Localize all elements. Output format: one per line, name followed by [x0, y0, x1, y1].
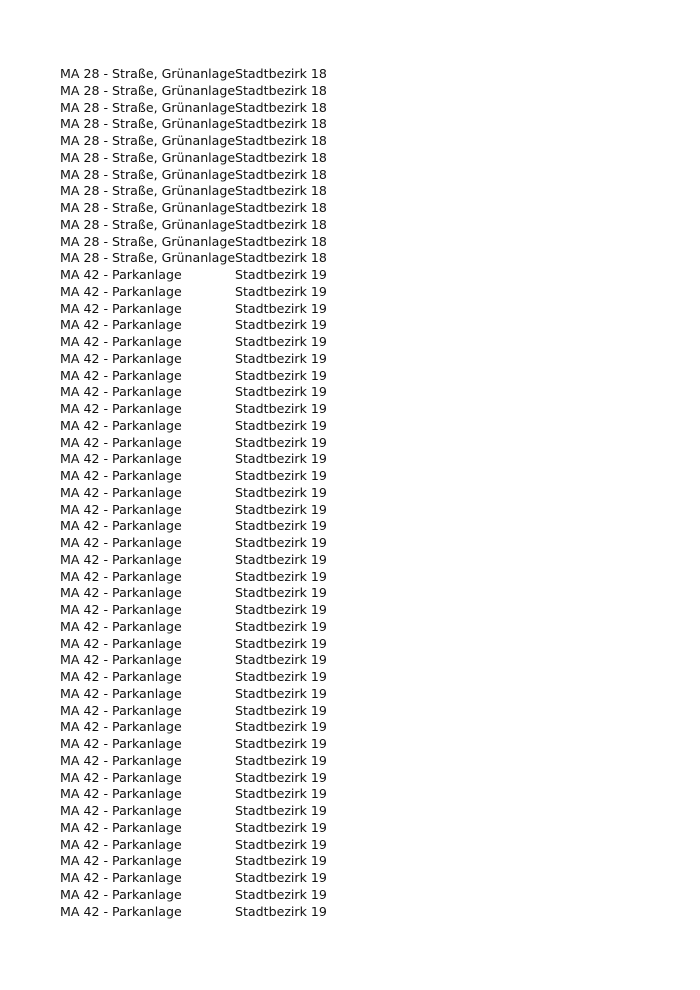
district-cell: Stadtbezirk 19 [235, 870, 327, 885]
district-cell: Stadtbezirk 19 [235, 769, 327, 785]
district-cell: Stadtbezirk 19 [235, 618, 327, 634]
district-cell: Stadtbezirk 19 [235, 719, 327, 735]
table-row [60, 518, 660, 535]
table-row [60, 183, 660, 200]
district-cell: Stadtbezirk 19 [235, 350, 327, 366]
table-row [60, 719, 660, 736]
district-cell: Stadtbezirk 19 [235, 652, 327, 668]
table-row [60, 786, 660, 803]
table-row [60, 552, 660, 569]
department-cell: MA 28 - Straße, Grünanlage [60, 82, 235, 98]
district-cell: Stadtbezirk 19 [235, 736, 327, 751]
department-cell: MA 28 - Straße, Grünanlage [60, 250, 235, 266]
table-row [60, 853, 660, 870]
district-cell: Stadtbezirk 19 [235, 451, 327, 467]
department-cell: MA 42 - Parkanlage [60, 652, 182, 668]
district-cell: Stadtbezirk 18 [235, 149, 327, 165]
department-cell: MA 42 - Parkanlage [60, 752, 182, 768]
department-cell: MA 42 - Parkanlage [60, 468, 182, 483]
table-row [60, 803, 660, 820]
table-row [60, 418, 660, 435]
table-body [60, 66, 660, 920]
district-cell: Stadtbezirk 19 [235, 853, 327, 869]
document-table [60, 66, 660, 920]
district-cell: Stadtbezirk 19 [235, 417, 327, 433]
district-cell: Stadtbezirk 19 [235, 535, 327, 550]
table-row [60, 736, 660, 753]
table-row [60, 837, 660, 854]
table-row [60, 351, 660, 368]
department-cell: MA 28 - Straße, Grünanlage [60, 66, 235, 81]
district-cell: Stadtbezirk 19 [235, 903, 327, 919]
table-row [60, 569, 660, 586]
table-row [60, 585, 660, 602]
table-row [60, 200, 660, 217]
district-cell: Stadtbezirk 18 [235, 216, 327, 232]
department-cell: MA 42 - Parkanlage [60, 853, 182, 869]
district-cell: Stadtbezirk 19 [235, 484, 327, 500]
district-cell: Stadtbezirk 19 [235, 384, 327, 400]
district-cell: Stadtbezirk 19 [235, 367, 327, 383]
table-row [60, 703, 660, 720]
table-row [60, 435, 660, 452]
table-row [60, 535, 660, 552]
district-cell: Stadtbezirk 18 [235, 133, 327, 148]
district-cell: Stadtbezirk 19 [235, 551, 327, 567]
district-cell: Stadtbezirk 19 [235, 635, 327, 651]
table-row [60, 100, 660, 117]
department-cell: MA 42 - Parkanlage [60, 886, 182, 902]
table-row [60, 870, 660, 887]
table-row [60, 602, 660, 619]
table-row [60, 167, 660, 184]
district-cell: Stadtbezirk 19 [235, 685, 327, 701]
department-cell: MA 42 - Parkanlage [60, 736, 182, 751]
department-cell: MA 28 - Straße, Grünanlage [60, 133, 235, 148]
department-cell: MA 42 - Parkanlage [60, 870, 182, 885]
table-row [60, 636, 660, 653]
table-row [60, 451, 660, 468]
table-row [60, 384, 660, 401]
district-cell: Stadtbezirk 18 [235, 82, 327, 98]
table-row [60, 284, 660, 301]
department-cell: MA 42 - Parkanlage [60, 501, 182, 517]
department-cell: MA 28 - Straße, Grünanlage [60, 99, 235, 115]
district-cell: Stadtbezirk 19 [235, 401, 327, 416]
table-row [60, 334, 660, 351]
department-cell: MA 42 - Parkanlage [60, 267, 182, 282]
department-cell: MA 42 - Parkanlage [60, 786, 182, 802]
department-cell: MA 28 - Straße, Grünanlage [60, 183, 235, 199]
department-cell: MA 42 - Parkanlage [60, 317, 182, 333]
table-row [60, 652, 660, 669]
department-cell: MA 42 - Parkanlage [60, 401, 182, 416]
department-cell: MA 42 - Parkanlage [60, 384, 182, 400]
department-cell: MA 28 - Straße, Grünanlage [60, 216, 235, 232]
table-row [60, 502, 660, 519]
district-cell: Stadtbezirk 19 [235, 300, 327, 316]
table-row [60, 468, 660, 485]
department-cell: MA 42 - Parkanlage [60, 635, 182, 651]
department-cell: MA 42 - Parkanlage [60, 283, 182, 299]
district-cell: Stadtbezirk 19 [235, 602, 327, 617]
district-cell: Stadtbezirk 19 [235, 669, 327, 684]
table-row [60, 234, 660, 251]
table-row [60, 619, 660, 636]
table-row [60, 133, 660, 150]
department-cell: MA 42 - Parkanlage [60, 300, 182, 316]
district-cell: Stadtbezirk 19 [235, 334, 327, 349]
district-cell: Stadtbezirk 19 [235, 786, 327, 802]
department-cell: MA 28 - Straße, Grünanlage [60, 149, 235, 165]
department-cell: MA 42 - Parkanlage [60, 551, 182, 567]
district-cell: Stadtbezirk 19 [235, 803, 327, 818]
table-row [60, 686, 660, 703]
department-cell: MA 42 - Parkanlage [60, 669, 182, 684]
district-cell: Stadtbezirk 19 [235, 836, 327, 852]
table-row [60, 669, 660, 686]
department-cell: MA 42 - Parkanlage [60, 836, 182, 852]
district-cell: Stadtbezirk 18 [235, 116, 327, 132]
district-cell: Stadtbezirk 19 [235, 267, 327, 282]
table-row [60, 904, 660, 921]
district-cell: Stadtbezirk 18 [235, 66, 327, 81]
department-cell: MA 42 - Parkanlage [60, 518, 182, 534]
district-cell: Stadtbezirk 18 [235, 99, 327, 115]
district-cell: Stadtbezirk 18 [235, 233, 327, 249]
district-cell: Stadtbezirk 19 [235, 518, 327, 534]
district-cell: Stadtbezirk 19 [235, 434, 327, 450]
table-row [60, 301, 660, 318]
department-cell: MA 42 - Parkanlage [60, 334, 182, 349]
table-row [60, 770, 660, 787]
department-cell: MA 28 - Straße, Grünanlage [60, 166, 235, 182]
department-cell: MA 42 - Parkanlage [60, 535, 182, 550]
table-row [60, 66, 660, 83]
district-cell: Stadtbezirk 18 [235, 200, 327, 215]
district-cell: Stadtbezirk 19 [235, 702, 327, 718]
department-cell: MA 42 - Parkanlage [60, 803, 182, 818]
department-cell: MA 42 - Parkanlage [60, 685, 182, 701]
district-cell: Stadtbezirk 19 [235, 819, 327, 835]
district-cell: Stadtbezirk 19 [235, 317, 327, 333]
table-row [60, 368, 660, 385]
district-cell: Stadtbezirk 18 [235, 183, 327, 199]
department-cell: MA 42 - Parkanlage [60, 350, 182, 366]
table-row [60, 401, 660, 418]
table-row [60, 485, 660, 502]
department-cell: MA 42 - Parkanlage [60, 451, 182, 467]
district-cell: Stadtbezirk 19 [235, 886, 327, 902]
district-cell: Stadtbezirk 19 [235, 752, 327, 768]
department-cell: MA 28 - Straße, Grünanlage [60, 200, 235, 215]
department-cell: MA 42 - Parkanlage [60, 417, 182, 433]
table-row [60, 820, 660, 837]
department-cell: MA 42 - Parkanlage [60, 819, 182, 835]
table-row [60, 317, 660, 334]
district-cell: Stadtbezirk 19 [235, 468, 327, 483]
department-cell: MA 42 - Parkanlage [60, 719, 182, 735]
table-row [60, 83, 660, 100]
district-cell: Stadtbezirk 18 [235, 250, 327, 266]
department-cell: MA 42 - Parkanlage [60, 484, 182, 500]
table-row [60, 150, 660, 167]
district-cell: Stadtbezirk 18 [235, 166, 327, 182]
department-cell: MA 42 - Parkanlage [60, 602, 182, 617]
department-cell: MA 42 - Parkanlage [60, 434, 182, 450]
district-cell: Stadtbezirk 19 [235, 568, 327, 584]
table-row [60, 887, 660, 904]
department-cell: MA 42 - Parkanlage [60, 618, 182, 634]
department-cell: MA 42 - Parkanlage [60, 702, 182, 718]
department-cell: MA 28 - Straße, Grünanlage [60, 116, 235, 132]
district-cell: Stadtbezirk 19 [235, 283, 327, 299]
department-cell: MA 42 - Parkanlage [60, 769, 182, 785]
department-cell: MA 42 - Parkanlage [60, 568, 182, 584]
district-cell: Stadtbezirk 19 [235, 501, 327, 517]
table-row [60, 217, 660, 234]
table-row [60, 267, 660, 284]
department-cell: MA 42 - Parkanlage [60, 367, 182, 383]
district-cell: Stadtbezirk 19 [235, 585, 327, 601]
department-cell: MA 42 - Parkanlage [60, 585, 182, 601]
table-row [60, 116, 660, 133]
department-cell: MA 28 - Straße, Grünanlage [60, 233, 235, 249]
table-row [60, 753, 660, 770]
table-row [60, 250, 660, 267]
department-cell: MA 42 - Parkanlage [60, 903, 182, 919]
